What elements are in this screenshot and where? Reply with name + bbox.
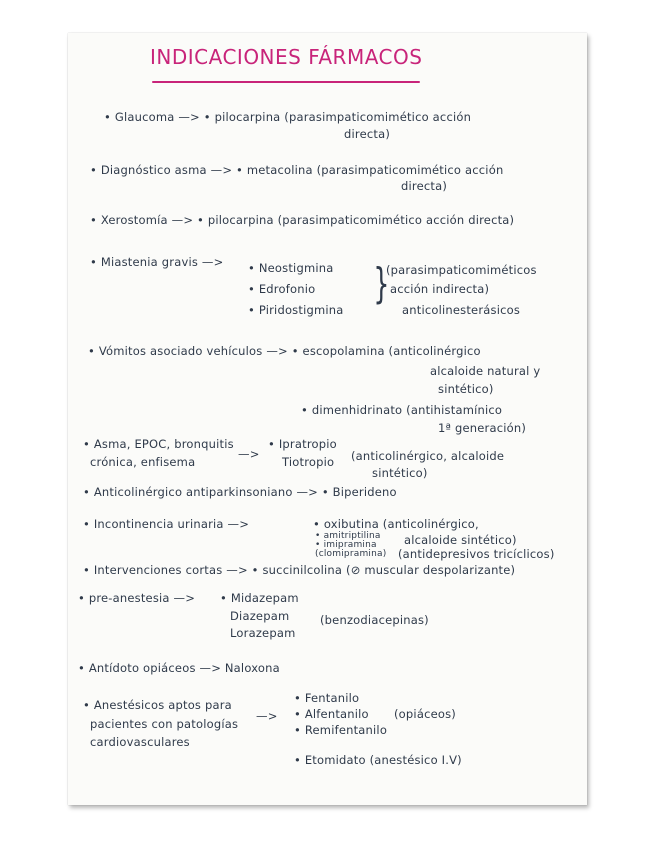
anestesicos-note: (opiáceos) (394, 707, 456, 721)
incontinencia-drug-1: • oxibutina (anticolinérgico, (313, 517, 479, 531)
incontinencia-note-1: alcaloide sintético) (404, 533, 517, 547)
miastenia-note-2: acción indirecta) (390, 282, 490, 296)
miastenia-note-1: (parasimpaticomiméticos (386, 263, 537, 277)
vomitos-cont-2: sintético) (438, 382, 494, 396)
asma-epoc-drug-1: • Ipratropio (268, 437, 337, 451)
preanestesia-drug-3: Lorazepam (230, 626, 296, 640)
incontinencia-drug-4: (clomipramina) (315, 549, 387, 559)
asma-epoc-line-1: • Asma, EPOC, bronquitis (83, 437, 234, 451)
anestesicos-drug-3: • Remifentanilo (294, 723, 388, 737)
preanestesia-drug-1: • Midazepam (220, 591, 299, 605)
incontinencia-drug-3: • imipramina (315, 540, 377, 550)
asma-epoc-arrow: —> (238, 447, 260, 461)
anestesicos-arrow: —> (256, 709, 278, 723)
vomitos-cont-1: alcaloide natural y (430, 364, 541, 378)
anestesicos-drug-2: • Alfentanilo (294, 707, 369, 721)
anestesicos-line-3: cardiovasculares (90, 735, 190, 749)
antiparkinson-line: • Anticolinérgico antiparkinsoniano —> • Biperideno (83, 485, 397, 499)
glaucoma-cont: directa) (344, 127, 391, 141)
preanestesia-line: • pre-anestesia —> (78, 591, 196, 605)
title-underline (152, 81, 420, 83)
miastenia-drug-2: • Edrofonio (248, 282, 316, 296)
asma-epoc-line-2: crónica, enfisema (90, 455, 196, 469)
anestesicos-line-1: • Anestésicos aptos para (83, 698, 232, 712)
asma-cont: directa) (401, 179, 448, 193)
asma-line: • Diagnóstico asma —> • metacolina (parasimpaticomimético acción (90, 163, 504, 177)
xerostomia-line: • Xerostomía —> • pilocarpina (parasimpaticomimético acción directa) (90, 213, 515, 227)
anestesicos-drug-1: • Fentanilo (294, 691, 360, 705)
intervenciones-line: • Intervenciones cortas —> • succinilcolina (⊘ muscular despolarizante) (83, 563, 516, 577)
anestesicos-drug-4: • Etomidato (anestésico I.V) (294, 753, 462, 767)
anestesicos-line-2: pacientes con patologías (90, 717, 239, 731)
asma-epoc-note-2: sintético) (372, 466, 428, 480)
glaucoma-line: • Glaucoma —> • pilocarpina (parasimpaticomimético acción (104, 110, 472, 124)
asma-epoc-note-1: (anticolinérgico, alcaloide (351, 449, 505, 463)
preanestesia-note: (benzodiacepinas) (320, 613, 429, 627)
miastenia-note-3: anticolinesterásicos (402, 303, 521, 317)
vomitos-drug-2: • dimenhidrinato (antihistamínico (301, 403, 503, 417)
incontinencia-line: • Incontinencia urinaria —> (83, 517, 250, 531)
antidoto-line: • Antídoto opiáceos —> Naloxona (78, 661, 280, 675)
vomitos-drug-2-cont: 1ª generación) (438, 421, 527, 435)
miastenia-drug-3: • Piridostigmina (248, 303, 344, 317)
miastenia-line: • Miastenia gravis —> (90, 255, 224, 269)
notebook-page (68, 33, 587, 805)
incontinencia-note-2: (antidepresivos tricíclicos) (398, 547, 555, 561)
preanestesia-drug-2: Diazepam (230, 609, 290, 623)
asma-epoc-drug-2: Tiotropio (282, 455, 335, 469)
vomitos-line: • Vómitos asociado vehículos —> • escopolamina (anticolinérgico (88, 344, 481, 358)
brace-icon: } (373, 259, 390, 308)
incontinencia-drug-2: • amitriptilina (315, 531, 381, 541)
page-title: INDICACIONES FÁRMACOS (150, 45, 423, 69)
miastenia-drug-1: • Neostigmina (248, 261, 334, 275)
